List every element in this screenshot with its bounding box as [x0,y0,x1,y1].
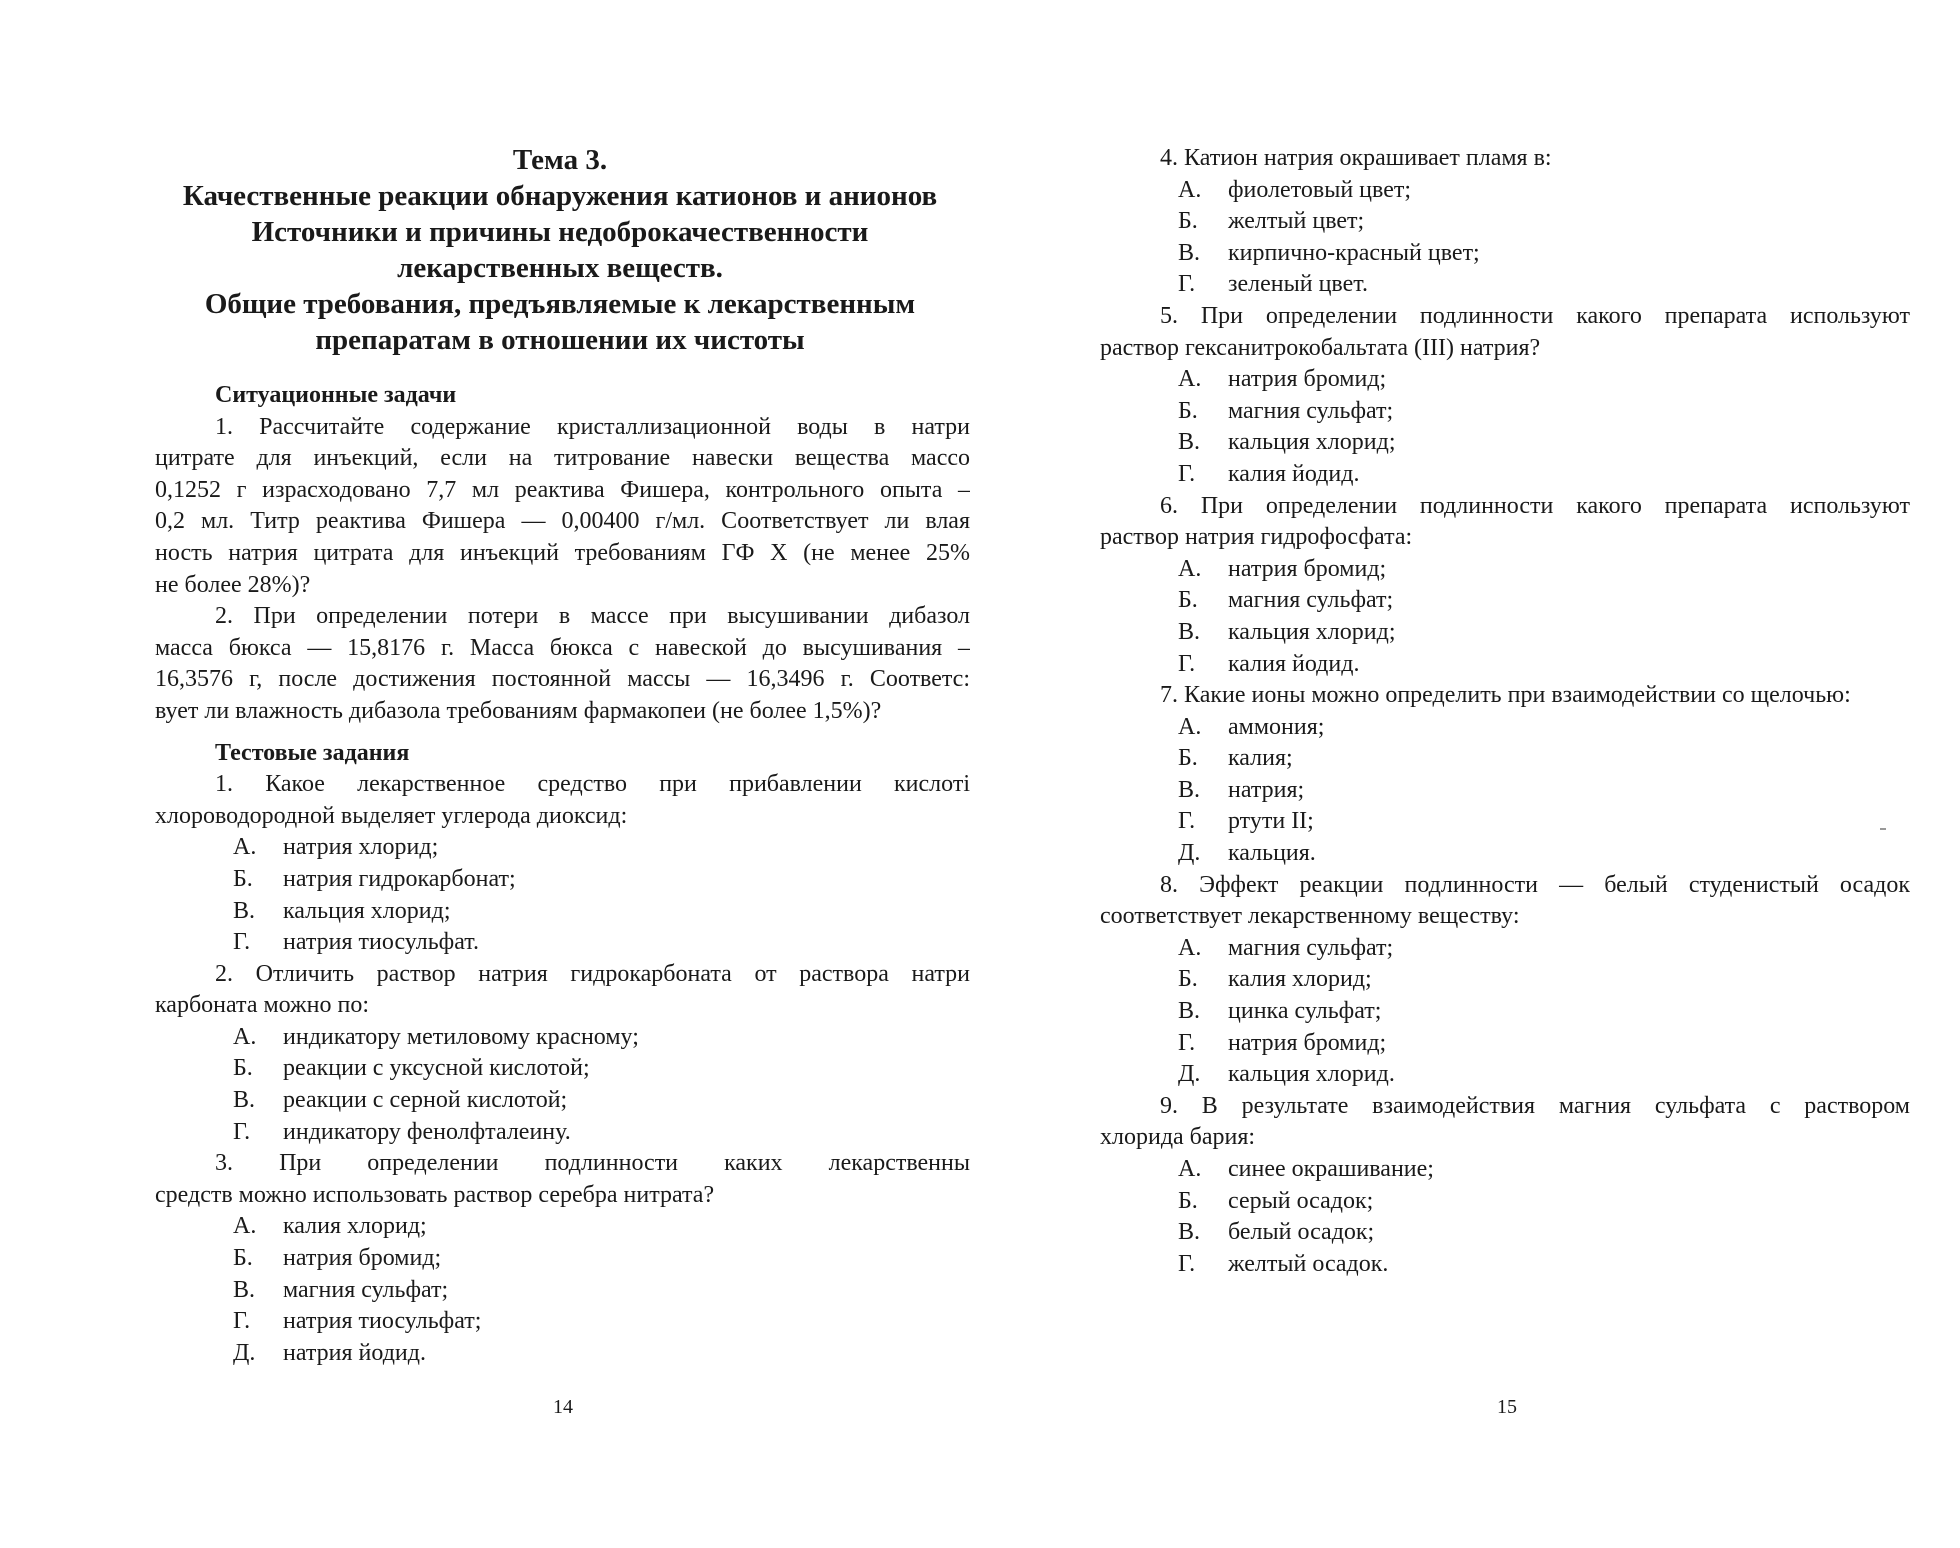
question-line: 8. Эффект реакции подлинности — белый студенистый осадок [1160,871,1910,898]
answer-option: Г. ртути II; [1178,808,1314,835]
answer-option: В. кирпично-красный цвет; [1178,239,1480,266]
answer-option: А. натрия бромид; [1178,366,1387,393]
answer-option: В. кальция хлорид; [233,897,451,924]
test-tasks-heading: Тестовые задания [215,739,410,766]
question-line: 3. При определении подлинности каких лекарственны [215,1150,970,1177]
title-line: лекарственных веществ. [397,252,723,284]
title-line: Качественные реакции обнаружения катионов и анионов [182,180,938,212]
task-line: 0,1252 г израсходовано 7,7 мл реактива Фишера, контрольного опыта – [155,476,970,503]
answer-option: В. реакции с серной кислотой; [233,1087,568,1114]
answer-option: Г. натрия тиосульфат; [233,1308,482,1335]
answer-option: Д. натрия йодид. [233,1339,426,1366]
answer-option: Г. желтый осадок. [1178,1250,1389,1277]
left-column [155,380,970,1369]
answer-option: В. магния сульфат; [233,1276,449,1303]
task-line: 1. Рассчитайте содержание кристаллизационной воды в натри [215,413,970,440]
answer-option: Б. натрия бромид; [233,1245,442,1272]
question-line: средств можно использовать раствор серебра нитрата? [155,1181,715,1208]
question-8 [1100,870,1910,1091]
question-line: хлороводородной выделяет углерода диоксид: [155,802,628,829]
title-line: Тема 3. [512,144,608,176]
question-line: 6. При определении подлинности какого препарата используют [1160,492,1910,519]
question-line: раствор гексанитрокобальтата (III) натрия? [1100,334,1541,361]
question-1 [155,769,970,959]
question-7 [1100,680,1910,870]
answer-option: Д. кальция хлорид. [1178,1061,1395,1088]
answer-option: А. аммония; [1178,713,1325,740]
scan-speck [1880,828,1886,830]
task-line: масса бюкса — 15,8176 г. Масса бюкса с навеской до высушивания – [155,634,970,661]
answer-option: Б. калия хлорид; [1178,966,1372,993]
page-number: 15 [1497,1396,1517,1418]
question-line: раствор натрия гидрофосфата: [1100,524,1413,551]
question-line: 2. Отличить раствор натрия гидрокарбоната от раствора натри [215,960,970,987]
situational-tasks-heading: Ситуационные задачи [215,382,457,408]
page-number: 14 [553,1396,573,1418]
right-page [980,0,1960,1548]
answer-option: А. натрия бромид; [1178,555,1387,582]
answer-option: А. фиолетовый цвет; [1178,176,1412,203]
right-column [1100,143,1910,1280]
answer-option: А. синее окрашивание; [1178,1156,1434,1182]
task-line: вует ли влажность дибазола требованиям фармакопеи (не более 1,5%)? [155,697,882,724]
answer-option: Г. индикатору фенолфталеину. [233,1118,571,1145]
question-line: 9. В результате взаимодействия магния сульфата с раствором [1160,1092,1910,1119]
answer-option: Б. реакции с уксусной кислотой; [233,1055,590,1082]
question-line: 7. Какие ионы можно определить при взаимодействии со щелочью: [1160,682,1851,709]
answer-option: Г. натрия бромид; [1178,1029,1387,1056]
answer-option: В. натрия; [1178,776,1305,803]
task-2 [155,601,970,727]
answer-option: А. индикатору метиловому красному; [233,1023,639,1050]
answer-option: А. калия хлорид; [233,1213,427,1240]
answer-option: Д. кальция. [1178,840,1316,867]
answer-option: В. белый осадок; [1178,1219,1375,1246]
question-line: соответствует лекарственному веществу: [1100,903,1520,930]
answer-option: А. натрия хлорид; [233,834,439,861]
task-line: 16,3576 г, после достижения постоянной массы — 16,3496 г. Соответс: [155,666,970,693]
answer-option: Б. магния сульфат; [1178,397,1394,424]
topic-title [140,142,980,358]
task-line: 0,2 мл. Титр реактива Фишера — 0,00400 г/мл. Соответствует ли влая [155,508,970,535]
question-line: 4. Катион натрия окрашивает пламя в: [1160,145,1552,171]
title-line: препаратам в отношении их чистоты [315,324,805,356]
task-line: 2. При определении потери в массе при высушивании дибазол [215,603,970,630]
title-line: Общие требования, предъявляемые к лекарственным [204,288,916,320]
question-line: карбоната можно по: [155,992,369,1019]
question-line: хлорида бария: [1100,1124,1256,1151]
title-line: Источники и причины недоброкачественности [251,216,869,248]
question-3 [155,1148,970,1369]
question-6 [1100,491,1910,681]
answer-option: В. кальция хлорид; [1178,618,1396,645]
answer-option: Г. калия йодид. [1178,650,1360,677]
answer-option: Б. магния сульфат; [1178,587,1394,614]
answer-option: Г. зеленый цвет. [1178,271,1368,298]
task-line: ность натрия цитрата для инъекций требованиям ГФ Х (не менее 25% [155,539,970,566]
answer-option: Г. натрия тиосульфат. [233,929,479,956]
answer-option: Б. калия; [1178,745,1293,772]
answer-option: В. кальция хлорид; [1178,429,1396,456]
answer-option: А. магния сульфат; [1178,934,1394,961]
answer-option: Б. натрия гидрокарбонат; [233,865,516,892]
answer-option: Г. калия йодид. [1178,460,1360,487]
question-5 [1100,301,1910,491]
question-2 [155,959,970,1149]
question-4 [1100,143,1910,301]
task-line: не более 28%)? [155,571,311,598]
task-line: цитрате для инъекций, если на титрование навески вещества массо [155,445,970,472]
question-line: 5. При определении подлинности какого препарата используют [1160,302,1910,329]
question-9 [1100,1091,1910,1281]
task-1 [155,412,970,602]
answer-option: Б. серый осадок; [1178,1187,1374,1214]
question-line: 1. Какое лекарственное средство при прибавлении кислоті [215,771,970,798]
answer-option: В. цинка сульфат; [1178,998,1382,1025]
answer-option: Б. желтый цвет; [1178,208,1365,235]
